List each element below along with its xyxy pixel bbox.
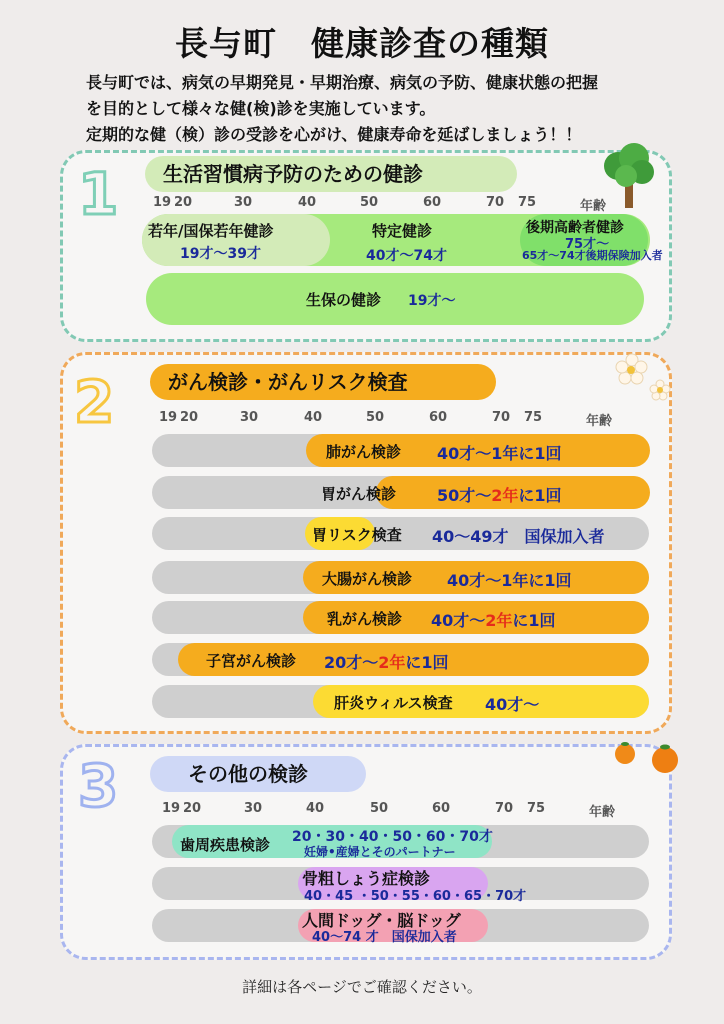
welfare-checkup-bar [146, 273, 644, 325]
welfare-checkup-age: 19才～ [408, 293, 456, 309]
elderly-checkup-note: 65才～74才後期保険加入者 [522, 249, 663, 262]
axis-tick: 75 [527, 801, 546, 816]
stomach-cancer-label: 胃がん検診 [321, 485, 397, 503]
lung-cancer-schedule: 40才～1年に1回 [437, 444, 562, 463]
specific-checkup-label: 特定健診 [372, 222, 433, 240]
section-2-heading: がん検診・がんリスク検査 [150, 364, 496, 400]
axis-tick: 19 [153, 195, 172, 210]
axis-tick: 19 [159, 410, 178, 425]
axis-tick: 40 [298, 195, 317, 210]
axis-tick: 20 [174, 195, 193, 210]
orange-fruit-icon [610, 740, 686, 776]
axis-tick: 20 [183, 801, 202, 816]
colon-cancer-schedule: 40才～1年に1回 [447, 571, 572, 590]
hepatitis-label: 肝炎ウィルス検査 [334, 694, 453, 712]
section-1-heading: 生活習慣病予防のための健診 [145, 156, 517, 192]
young-checkup-label: 若年/国保若年健診 [148, 222, 274, 240]
axis-tick: 50 [366, 410, 385, 425]
axis-tick: 50 [360, 195, 379, 210]
axis-unit: 年齢 [589, 805, 616, 820]
axis-tick: 19 [162, 801, 181, 816]
axis-unit: 年齢 [580, 199, 607, 214]
axis-tick: 40 [306, 801, 325, 816]
axis-tick: 40 [304, 410, 323, 425]
axis-tick: 75 [518, 195, 537, 210]
section-1-age-axis [0, 195, 724, 214]
intro-line-1: 長与町では、病気の早期発見・早期治療、病気の予防、健康状態の把握 [86, 73, 599, 92]
footer-note: 詳細は各ページでご確認ください。 [242, 978, 482, 996]
axis-tick: 60 [429, 410, 448, 425]
axis-tick: 60 [432, 801, 451, 816]
section-3-number: 3 [78, 752, 119, 820]
intro-line-3: 定期的な健（検）診の受診を心がけ、健康寿命を延ばしましょう！！ [86, 125, 582, 144]
axis-tick: 75 [524, 410, 543, 425]
young-checkup-age: 19才～39才 [180, 246, 261, 262]
section-3-age-axis [0, 801, 724, 820]
section-1-number: 1 [78, 160, 119, 228]
section-2-number: 2 [74, 368, 115, 436]
axis-unit: 年齢 [586, 414, 613, 429]
dock-label: 人間ドッグ・脳ドッグ [302, 911, 461, 930]
dental-label: 歯周疾患検診 [180, 836, 271, 854]
section-3-heading: その他の検診 [150, 756, 366, 792]
axis-tick: 70 [492, 410, 511, 425]
axis-tick: 60 [423, 195, 442, 210]
axis-tick: 30 [244, 801, 263, 816]
flower-icon [610, 350, 672, 406]
axis-tick: 30 [234, 195, 253, 210]
intro-line-2: を目的として様々な健(検)診を実施しています。 [86, 99, 436, 118]
uterine-cancer-label: 子宮がん検診 [206, 652, 297, 670]
axis-tick: 50 [370, 801, 389, 816]
dental-ages: 20・30・40・50・60・70才 [292, 829, 493, 845]
stomach-cancer-schedule: 50才～2年に1回 [437, 486, 562, 505]
axis-tick: 70 [486, 195, 505, 210]
dock-note: 40～74 才 国保加入者 [312, 930, 457, 945]
axis-tick: 70 [495, 801, 514, 816]
bone-label: 骨粗しょう症検診 [302, 869, 431, 888]
dental-note: 妊婦•産婦とそのパートナー [304, 845, 456, 859]
breast-cancer-schedule: 40才～2年に1回 [431, 611, 556, 630]
specific-checkup-age: 40才～74才 [366, 248, 447, 264]
lung-cancer-label: 肺がん検診 [326, 443, 402, 461]
axis-tick: 30 [240, 410, 259, 425]
breast-cancer-label: 乳がん検診 [327, 610, 403, 628]
elderly-checkup-age: 75才～ [565, 237, 610, 252]
stomach-risk-schedule: 40～49才 国保加入者 [432, 527, 605, 546]
elderly-checkup-label: 後期高齢者健診 [526, 220, 624, 236]
hepatitis-schedule: 40才～ [485, 695, 540, 714]
stomach-risk-label: 胃リスク検査 [312, 526, 402, 544]
bone-ages: 40・45 ・50・55・60・65・70才 [304, 889, 527, 904]
section-2-age-axis [0, 410, 724, 429]
colon-cancer-label: 大腸がん検診 [322, 570, 413, 588]
welfare-checkup-label: 生保の健診 [306, 291, 382, 309]
page-title: 長与町 健康診査の種類 [175, 24, 549, 63]
axis-tick: 20 [180, 410, 199, 425]
uterine-cancer-schedule: 20才～2年に1回 [324, 653, 449, 672]
